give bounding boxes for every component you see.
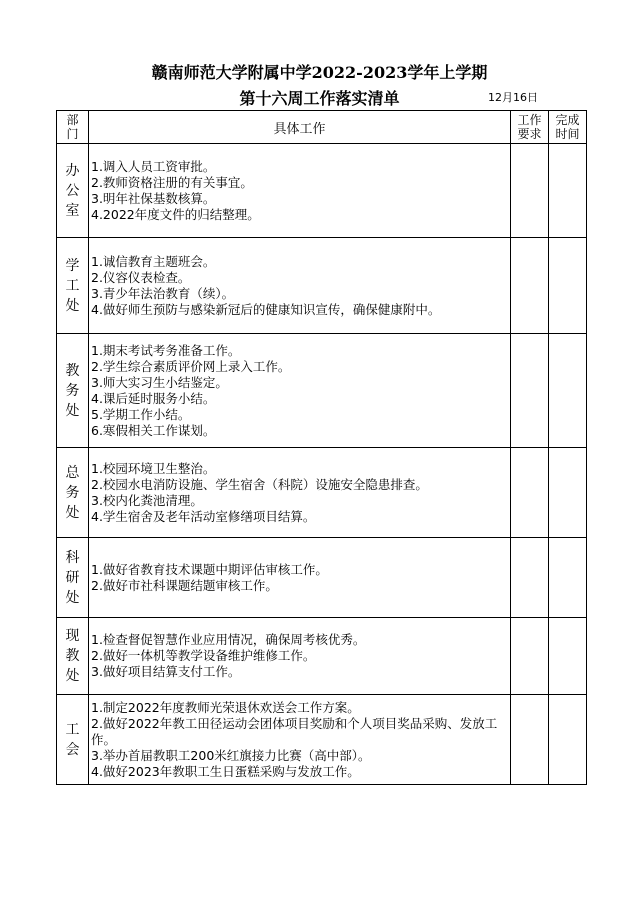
work-item: 3.举办首届教职工200米红旗接力比赛（高中部）。 — [91, 747, 371, 763]
dept-cell — [57, 538, 89, 618]
dept-cell — [57, 618, 89, 695]
dept-cell — [57, 448, 89, 538]
work-item: 3.明年社保基数核算。 — [91, 190, 216, 206]
requirement-cell — [511, 618, 549, 695]
work-item: 4.做好2023年教职工生日蛋糕采购与发放工作。 — [91, 763, 360, 779]
work-table — [56, 110, 587, 785]
completion-cell — [549, 538, 587, 618]
header-row — [57, 111, 587, 144]
completion-cell — [549, 238, 587, 334]
table-row — [57, 334, 587, 448]
requirement-cell — [511, 144, 549, 238]
work-cell — [89, 334, 511, 448]
table-row — [57, 538, 587, 618]
dept-label: 现教处 — [65, 628, 80, 684]
work-item: 2.做好市社科课题结题审核工作。 — [91, 577, 278, 593]
table-row — [57, 695, 587, 785]
work-item: 5.学期工作小结。 — [91, 406, 191, 422]
work-item: 4.学生宿舍及老年活动室修缮项目结算。 — [91, 508, 316, 524]
requirement-cell — [511, 538, 549, 618]
requirement-cell — [511, 238, 549, 334]
dept-label: 总务处 — [65, 464, 80, 521]
requirement-cell — [511, 695, 549, 785]
table-row — [57, 618, 587, 695]
work-item: 2.做好2022年教工田径运动会团体项目奖励和个人项目奖品采购、发放工作。 — [91, 715, 498, 747]
completion-cell — [549, 618, 587, 695]
header-work: 具体工作 — [89, 111, 511, 144]
dept-cell — [57, 238, 89, 334]
work-item: 1.调入人员工资审批。 — [91, 158, 216, 174]
work-item: 6.寒假相关工作谋划。 — [91, 422, 216, 438]
document-title: 赣南师范大学附属中学2022-2023学年上学期 — [151, 63, 488, 82]
work-item: 4.课后延时服务小结。 — [91, 390, 216, 406]
work-item: 2.教师资格注册的有关事宜。 — [91, 174, 253, 190]
dept-cell — [57, 144, 89, 238]
completion-cell — [549, 695, 587, 785]
work-item: 2.做好一体机等教学设备维护维修工作。 — [91, 648, 316, 663]
work-item: 3.做好项目结算支付工作。 — [91, 664, 241, 679]
header-completion: 完成时间 — [549, 111, 587, 144]
dept-label: 办公室 — [65, 162, 80, 219]
work-cell — [89, 538, 511, 618]
work-item: 1.诚信教育主题班会。 — [91, 253, 216, 269]
completion-cell — [549, 448, 587, 538]
work-item: 2.学生综合素质评价网上录入工作。 — [91, 358, 291, 374]
dept-label: 科研处 — [65, 549, 80, 606]
work-cell — [89, 618, 511, 695]
dept-label: 学工处 — [65, 257, 80, 314]
work-cell — [89, 448, 511, 538]
table-row — [57, 448, 587, 538]
work-item: 1.检查督促智慧作业应用情况，确保周考核优秀。 — [91, 632, 366, 647]
work-item: 2.仪容仪表检查。 — [91, 269, 191, 285]
header-requirement: 工作要求 — [511, 111, 549, 144]
work-item: 4.2022年度文件的归结整理。 — [91, 206, 260, 222]
work-cell — [89, 238, 511, 334]
work-item: 3.校内化粪池清理。 — [91, 492, 203, 508]
work-cell — [89, 695, 511, 785]
requirement-cell — [511, 334, 549, 448]
dept-cell — [57, 695, 89, 785]
work-item: 4.做好师生预防与感染新冠后的健康知识宣传，确保健康附中。 — [91, 301, 441, 317]
table-row — [57, 238, 587, 334]
work-item: 3.师大实习生小结鉴定。 — [91, 374, 228, 390]
dept-label: 工会 — [65, 721, 80, 758]
completion-cell — [549, 144, 587, 238]
work-item: 3.青少年法治教育（续）。 — [91, 285, 235, 301]
requirement-cell — [511, 448, 549, 538]
work-item: 1.做好省教育技术课题中期评估审核工作。 — [91, 561, 328, 577]
table-row — [57, 144, 587, 238]
document-subtitle: 第十六周工作落实清单 — [239, 89, 400, 108]
header-dept: 部门 — [57, 111, 89, 144]
work-item: 1.校园环境卫生整治。 — [91, 460, 216, 476]
work-item: 1.期末考试考务准备工作。 — [91, 342, 241, 358]
document-date: 12月16日 — [488, 91, 538, 104]
completion-cell — [549, 334, 587, 448]
dept-cell — [57, 334, 89, 448]
work-item: 2.校园水电消防设施、学生宿舍（科院）设施安全隐患排查。 — [91, 476, 428, 492]
work-cell — [89, 144, 511, 238]
dept-label: 教务处 — [65, 362, 80, 419]
work-item: 1.制定2022年度教师光荣退休欢送会工作方案。 — [91, 699, 360, 715]
